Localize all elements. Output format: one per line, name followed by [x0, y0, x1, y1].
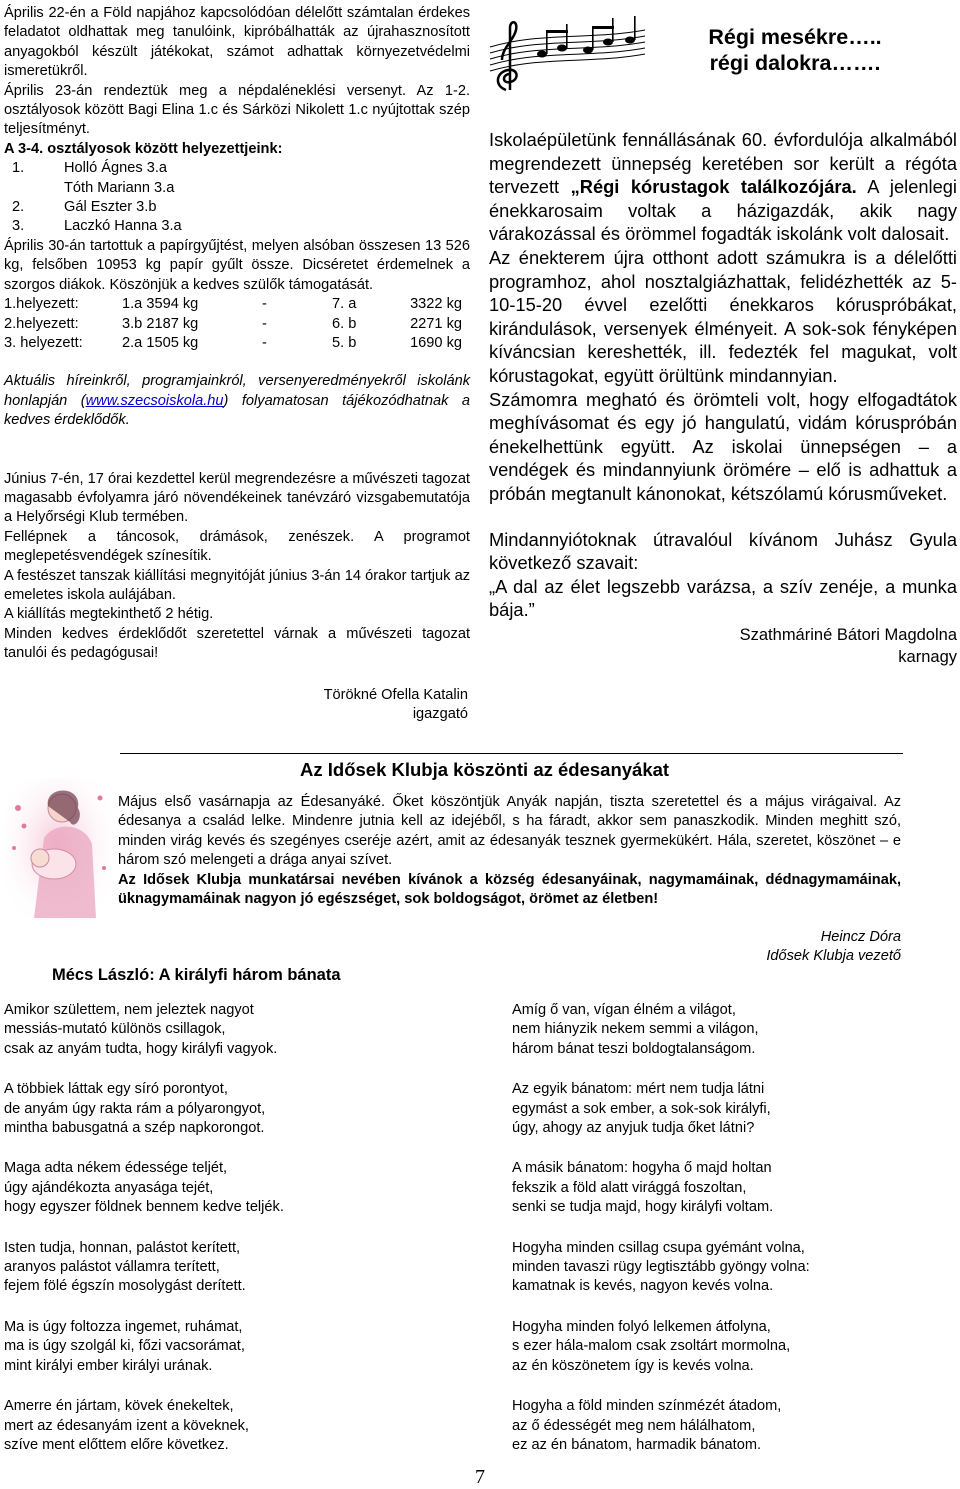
juhasz-quote: „A dal az élet legszebb varázsa, a szív zenéje, a munka bája.” [489, 575, 957, 621]
poem-line: Hogyha minden csillag csupa gyémánt volna, [512, 1239, 805, 1256]
poem-line: minden tavaszi rügy legtisztább gyöngy volna: [512, 1259, 810, 1276]
poem-line: Az egyik bánatom: mért nem tudja látni [512, 1081, 765, 1098]
poem-line: Amikor születtem, nem jeleztek nagyot [4, 1002, 254, 1018]
right-column [489, 128, 957, 668]
music-notes-illustration [480, 12, 650, 102]
klub-article-title: Az Idősek Klubja köszönti az édesanyákat [300, 759, 670, 780]
poem-line: úgy, ahogy az anyjuk tudja őket látni? [512, 1120, 755, 1137]
poem-stanza [512, 1080, 952, 1138]
poem-line: mintha babusgatná a szép napkorongot. [4, 1120, 265, 1137]
poem-right-column [512, 1001, 952, 1476]
poem-line: mert az édesanyám izent a köveknek, [4, 1417, 249, 1434]
table-row: 1.helyezett: 1.a 3594 kg - 7. a 3322 kg [4, 296, 462, 313]
paper-results [4, 295, 470, 353]
poem-line: Ma is úgy foltozza ingemet, ruhámat, [4, 1318, 243, 1335]
poem-line: Hogyha a föld minden színmézét átadom, [512, 1398, 782, 1415]
left-column [4, 4, 470, 724]
poem-line: ma is úgy szolgál ki, főzi vacsorámat, [4, 1338, 245, 1355]
poem-stanza [4, 1001, 474, 1059]
music-room-paragraph: Az énekterem újra otthont adott számukra is a délelőtti programhoz, ahol nosztalgiázhattak, felidézhették az 5-10-15-20 évvel ezelőtti énekkaros kóruspróbákat, kirándulások, versenyek élményeit. A sok-sok fényképen kíváncsian kereshették, ill. fedezték fel magukat, volt kórustagokat, együtt örültünk mindannyian. [489, 246, 957, 386]
page-number: 7 [475, 1466, 485, 1488]
exam-paragraph: Június 7-én, 17 órai kezdettel kerül megrendezésre a művészeti tagozat magasabb évfolyamra járó növendékeinek tanévzáró vizsgabemutatója a Helyőrségi Klub termében. [4, 470, 470, 526]
poem-line: csak az anyám tudta, hogy királyfi vagyok. [4, 1040, 278, 1057]
exhibition-paragraph: A festészet tanszak kiállítási megnyitóját június 3-án 14 órakor tartjuk az emeletes iskola aulájában. [4, 567, 470, 603]
wish-paragraph: Mindannyiótoknak útravalóul kívánom Juhász Gyula következő szavait: [489, 528, 957, 574]
winners-list [4, 159, 470, 237]
poem-line: Hogyha minden folyó lelkemen átfolyna, [512, 1318, 771, 1335]
poem-line: úgy ajándékozta anyasága tejét, [4, 1179, 214, 1196]
table-row: 2.helyezett: 3.b 2187 kg - 6. b 2271 kg [4, 315, 462, 332]
poem-stanza [4, 1397, 474, 1455]
winners-heading: A 3-4. osztályosok között helyezettjeink: [4, 140, 283, 157]
poem-line: az ő édességét meg nem hálálhatom, [512, 1417, 756, 1434]
poem-stanza [512, 1239, 952, 1297]
klub-signature: Heincz Dóra Idősek Klubja vezető [766, 929, 901, 965]
poem-title: Mécs László: A királyfi három bánata [52, 966, 341, 984]
principal-signature: Törökné Ofella Katalin igazgató [323, 686, 468, 722]
exhibition-duration: A kiállítás megtekinthető 2 hétig. [4, 606, 214, 623]
earth-day-paragraph: Április 22-én a Föld napjához kapcsolódóan délelőtt számtalan érdekes feladatot oldhattak meg tanulóink, kipróbálhatták az újrahasznosított anyagokból készült játékokat, számot adhattak környezetvédelmi ismeretükről. [4, 5, 470, 80]
poem-line: A másik bánatom: hogyha ő majd holtan [512, 1160, 772, 1177]
klub-wishes-paragraph: Az Idősek Klubja munkatársai nevében kívánok a község édesanyáinak, nagymamáinak, dédnagymamáinak, üknagymamáinak nagyon jó egészséget, sok boldogságot, örömet az életben! [118, 871, 901, 908]
choir-article-title: Régi mesékre….. régi dalokra……. [708, 25, 882, 75]
poem-line: az én köszönetem így is kevés volna. [512, 1357, 754, 1374]
poem-stanza [512, 1159, 952, 1217]
klub-article-body [118, 793, 901, 909]
poem-line: Amíg ő van, vígan élném a világot, [512, 1002, 736, 1018]
invitation-paragraph: Minden kedves érdeklődőt szeretettel várnak a művészeti tagozat tanulói és pedagógusai! [4, 625, 470, 662]
poem-stanza [4, 1318, 474, 1376]
poem-left-column [4, 1001, 474, 1476]
list-item: Tóth Mariann 3.a [64, 179, 175, 196]
reunion-paragraph: Iskolaépületünk fennállásának 60. évfordulója alkalmából megrendezett ünnepség keretében sor került a régóta tervezett „Régi kórustagok találkozójára. A jelenlegi énekkarosaim voltak a házigazdák, akik nagy várakozással és örömmel fogadták iskolánk volt dalosait. [489, 129, 957, 245]
poem-line: messiás-mutató különös csillagok, [4, 1021, 226, 1038]
performers-paragraph: Fellépnek a táncosok, drámások, zenészek. A programot meglepetésvendégek színesítik. [4, 528, 470, 565]
section-divider [120, 753, 903, 754]
poem-line: s ezer hála-malom csak zsoltárt mormolna, [512, 1338, 791, 1355]
mothers-day-paragraph: Május első vasárnapja az Édesanyáké. Őket köszöntjük Anyák napján, tiszta szeretettel és a május virágaival. Az édesanya a család lelke. Mindenre jutnia kell az idejéből, s ha fáradt, akkor sem panaszkodik. Minden meghitt szó, minden virág kevés és szegényes cseréje azért, amit az édesanyák tesznek gyermekükért. Hála, szeretet, köszönet – e három szó melengeti a drága anyai szívet. [118, 794, 901, 869]
poem-line: kamatnak is kevés, nagyon kevés volna. [512, 1278, 774, 1295]
news-paragraph: Aktuális híreinkről, programjainkról, versenyeredményekről iskolánk honlapján (www.szecsoiskola.hu) folyamatosan tájékozódhatnak a kedves érdeklődők. [4, 373, 471, 429]
table-row: 3. helyezett: 2.a 1505 kg - 5. b 1690 kg [4, 334, 462, 351]
conductor-signature: Szathmáriné Bátori Magdolna karnagy [739, 625, 957, 666]
list-item: 2. Gál Eszter 3.b [12, 199, 157, 216]
poem-line: ez az én bánatom, harmadik bánatom. [512, 1436, 762, 1453]
poem-line: fejem fölé égszín mosolygást derített. [4, 1278, 246, 1295]
poem-line: A többiek láttak egy síró porontyot, [4, 1081, 228, 1098]
school-website-link[interactable]: www.szecsoiskola.hu [85, 392, 224, 409]
poem-line: nem hiányzik nekem semmi a világon, [512, 1021, 759, 1038]
poem-stanza [4, 1159, 474, 1217]
poem-line: Isten tudja, honnan, palástot kerített, [4, 1239, 241, 1256]
poem-line: de anyám úgy rakta rám a pólyarongyot, [4, 1100, 266, 1117]
poem-line: fekszik a föld alatt virággá foszoltan, [512, 1179, 747, 1196]
poem-line: három bánat teszi boldogtalanságom. [512, 1040, 756, 1057]
poem-stanza [4, 1239, 474, 1297]
poem-stanza [512, 1318, 952, 1376]
list-item: 1. Holló Ágnes 3.a [12, 160, 168, 177]
poem-line: senki se tudja majd, hogy királyfi voltam. [512, 1199, 774, 1216]
folk-song-paragraph: Április 23-án rendeztük meg a népdaléneklési versenyt. Az 1-2. osztályosok között Bagi Elina 1.c és Sárközi Nikolett 1.c nyújtottak szép teljesítményt. [4, 82, 470, 138]
gratitude-paragraph: Számomra megható és örömteli volt, hogy elfogadtátok meghívásomat és egy jó hangulatú, vidám kóruspróbán énekelhettünk együtt. Az iskolai ünnepségen – a vendégek és mindannyiunk örömére – elő is adhattuk a próbán megtanult kánonokat, kétszólamú kórusműveket. [489, 388, 957, 504]
paper-collection-paragraph: Április 30-án tartottuk a papírgyűjtést, melyen alsóban összesen 13 526 kg, felsőben 10953 kg papír gyűlt össze. Dicséretet érdemelnek a szorgos diákok. Köszönjük a kedves szülők támogatását. [4, 237, 470, 293]
poem-line: Maga adta nékem édessége teljét, [4, 1160, 228, 1177]
poem-stanza [512, 1397, 952, 1455]
mother-and-child-illustration [4, 778, 112, 928]
poem-line: egymást a sok ember, a sok-sok királyfi, [512, 1100, 771, 1117]
list-item: 3. Laczkó Hanna 3.a [12, 218, 182, 235]
poem-line: mint királyi ember királyi urának. [4, 1357, 213, 1374]
poem-stanza [4, 1080, 474, 1138]
poem-line: aranyos palástot vállamra terített, [4, 1259, 220, 1276]
poem-line: szíve ment előttem előre következ. [4, 1436, 229, 1453]
poem-line: hogy egyszer földnek bennem kedve teljék. [4, 1199, 284, 1216]
poem-stanza [512, 1001, 952, 1059]
poem-line: Amerre én jártam, kövek énekeltek, [4, 1398, 234, 1415]
